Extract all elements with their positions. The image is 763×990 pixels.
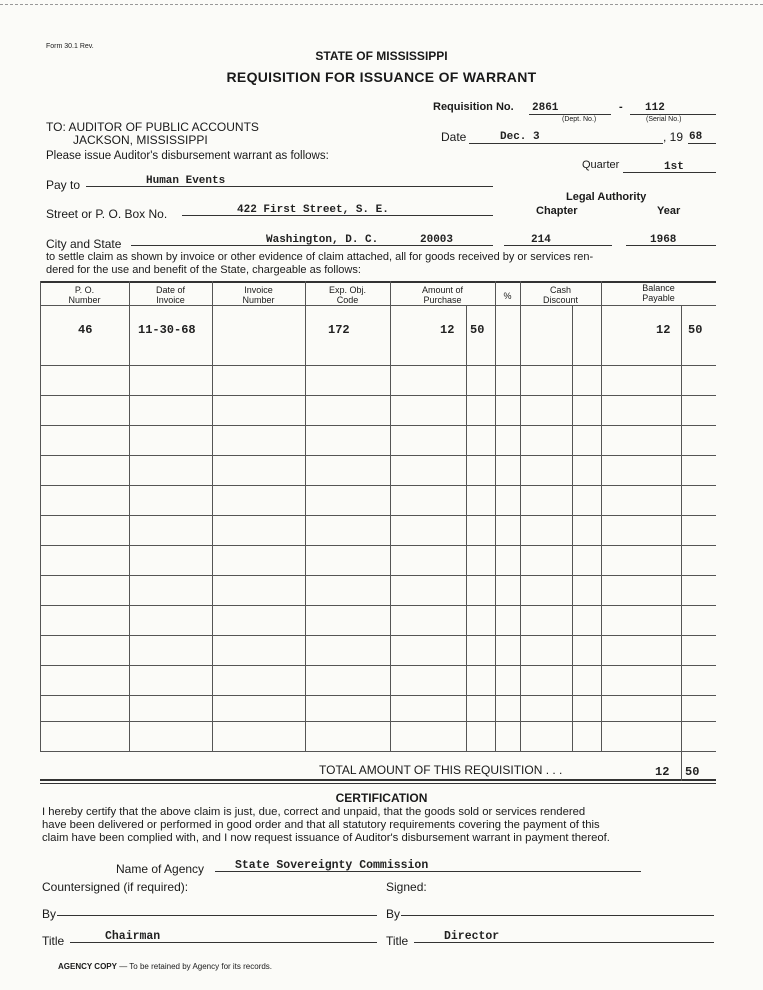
cell-exp-obj-code: 172 <box>328 323 350 337</box>
col-rule <box>495 281 496 751</box>
date-label: Date <box>441 130 467 144</box>
chapter-value: 214 <box>531 234 551 246</box>
table-row-rule <box>40 515 716 516</box>
cell-date-of-invoice: 11-30-68 <box>138 323 196 337</box>
chapter-label: Chapter <box>536 205 578 217</box>
col-rule <box>129 281 130 751</box>
col-rule <box>212 281 213 751</box>
table-row-rule <box>40 545 716 546</box>
dept-no-caption: (Dept. No.) <box>562 116 597 123</box>
by-line-left <box>57 915 377 916</box>
table-row-rule <box>40 455 716 456</box>
date-year-value: 68 <box>689 131 703 143</box>
agency-copy-footer <box>58 962 272 971</box>
table-row-rule <box>40 665 716 666</box>
serial-no-line <box>630 114 716 115</box>
table-row-rule <box>40 425 716 426</box>
col-rule <box>520 281 521 751</box>
cell-po-number: 46 <box>78 323 93 337</box>
table-row-rule <box>40 635 716 636</box>
year-label: Year <box>657 205 681 217</box>
requisition-dash: - <box>619 101 623 113</box>
table-header-rule <box>40 305 716 306</box>
table-row-rule <box>40 365 716 366</box>
col-rule <box>390 281 391 751</box>
title-value-left: Chairman <box>105 930 161 943</box>
legal-year-value: 1968 <box>650 234 677 246</box>
charges-table <box>40 281 716 785</box>
city-label: City and State <box>46 237 122 251</box>
cell-balance-cents: 50 <box>688 323 703 337</box>
cell-balance-dollars: 12 <box>656 323 671 337</box>
header-percent: % <box>503 291 512 301</box>
by-label-left: By <box>42 907 57 921</box>
date-value: Dec. 3 <box>500 131 540 143</box>
table-row-rule <box>40 395 716 396</box>
header-date-of-invoice: Date of Invoice <box>155 285 186 305</box>
chapter-line <box>504 245 612 246</box>
date-line <box>469 143 663 144</box>
total-label: TOTAL AMOUNT OF THIS REQUISITION . . . <box>319 763 563 777</box>
certification-heading: CERTIFICATION <box>335 791 428 805</box>
pay-to-value: Human Events <box>146 175 226 187</box>
col-rule <box>40 281 41 751</box>
page-top-edge <box>0 0 763 5</box>
pay-to-label: Pay to <box>46 178 81 192</box>
header-exp-obj-code: Exp. Obj. Code <box>328 285 366 305</box>
settle-text-line2: dered for the use and benefit of the State, chargeable as follows: <box>46 264 361 276</box>
col-rule <box>681 305 682 781</box>
date-year-line <box>688 143 716 144</box>
table-total-rule <box>40 779 716 781</box>
form-title: REQUISITION FOR ISSUANCE OF WARRANT <box>226 69 537 85</box>
header-balance-payable: Balance Payable <box>642 283 675 303</box>
header-po-number: P. O. Number <box>68 285 101 305</box>
table-row-rule <box>40 605 716 606</box>
total-dollars: 12 <box>655 765 670 779</box>
street-value: 422 First Street, S. E. <box>237 204 389 216</box>
settle-text-line1: to settle claim as shown by invoice or other evidence of claim attached, all for goods received by or services ren- <box>46 251 594 263</box>
to-auditor-line: TO: AUDITOR OF PUBLIC ACCOUNTS <box>46 120 259 134</box>
table-row-rule <box>40 575 716 576</box>
issue-instruction: Please issue Auditor's disbursement warrant as follows: <box>46 150 329 162</box>
title-label-right: Title <box>386 934 409 948</box>
col-rule <box>572 305 573 751</box>
table-body-bottom-rule <box>40 751 716 752</box>
table-row-rule <box>40 695 716 696</box>
cell-amount-dollars: 12 <box>440 323 455 337</box>
zip-value: 20003 <box>420 234 454 246</box>
title-label-left: Title <box>42 934 65 948</box>
form-number: Form 30.1 Rev. <box>46 43 94 50</box>
to-city-line: JACKSON, MISSISSIPPI <box>73 133 208 147</box>
countersigned-label: Countersigned (if required): <box>42 880 189 894</box>
table-row-rule <box>40 485 716 486</box>
table-row-rule <box>40 721 716 722</box>
serial-no-value: 112 <box>645 102 665 114</box>
certification-line3: claim have been complied with, and I now request issuance of Auditor's disbursement warrant in payment thereof. <box>42 832 610 844</box>
dept-no-value: 2861 <box>532 102 559 114</box>
col-rule <box>601 281 602 751</box>
quarter-label: Quarter <box>582 159 620 171</box>
certification-line1: I hereby certify that the above claim is just, due, correct and unpaid, that the goods sold or services rendered <box>42 806 586 818</box>
dept-no-line <box>529 114 611 115</box>
street-label: Street or P. O. Box No. <box>46 207 168 221</box>
header-cash-discount: Cash Discount <box>542 285 578 305</box>
agency-value: State Sovereignty Commission <box>235 859 429 872</box>
table-total-rule-2 <box>40 783 716 784</box>
by-line-right <box>401 915 714 916</box>
col-rule <box>466 305 467 751</box>
requisition-label: Requisition No. <box>433 101 514 113</box>
header-amount-of-purchase: Amount of Purchase <box>421 285 464 305</box>
signed-label: Signed: <box>386 880 427 894</box>
serial-no-caption: (Serial No.) <box>646 116 682 123</box>
agency-copy-note: — To be retained by Agency for its records. <box>116 962 273 971</box>
by-label-right: By <box>386 907 401 921</box>
total-cents: 50 <box>685 765 700 779</box>
agency-copy-bold: AGENCY COPY <box>58 962 117 971</box>
cell-amount-cents: 50 <box>470 323 485 337</box>
agency-label: Name of Agency <box>116 862 205 876</box>
title-value-right: Director <box>444 930 500 943</box>
certification-line2: have been delivered or performed in good order and that all statutory requirements covering the payment of this <box>42 819 600 831</box>
city-value: Washington, D. C. <box>266 234 379 246</box>
date-year-prefix: , 19 <box>663 130 684 144</box>
col-rule <box>305 281 306 751</box>
legal-authority-heading: Legal Authority <box>566 191 647 203</box>
state-heading: STATE OF MISSISSIPPI <box>315 49 448 63</box>
quarter-value: 1st <box>664 161 684 173</box>
header-invoice-number: Invoice Number <box>242 285 275 305</box>
